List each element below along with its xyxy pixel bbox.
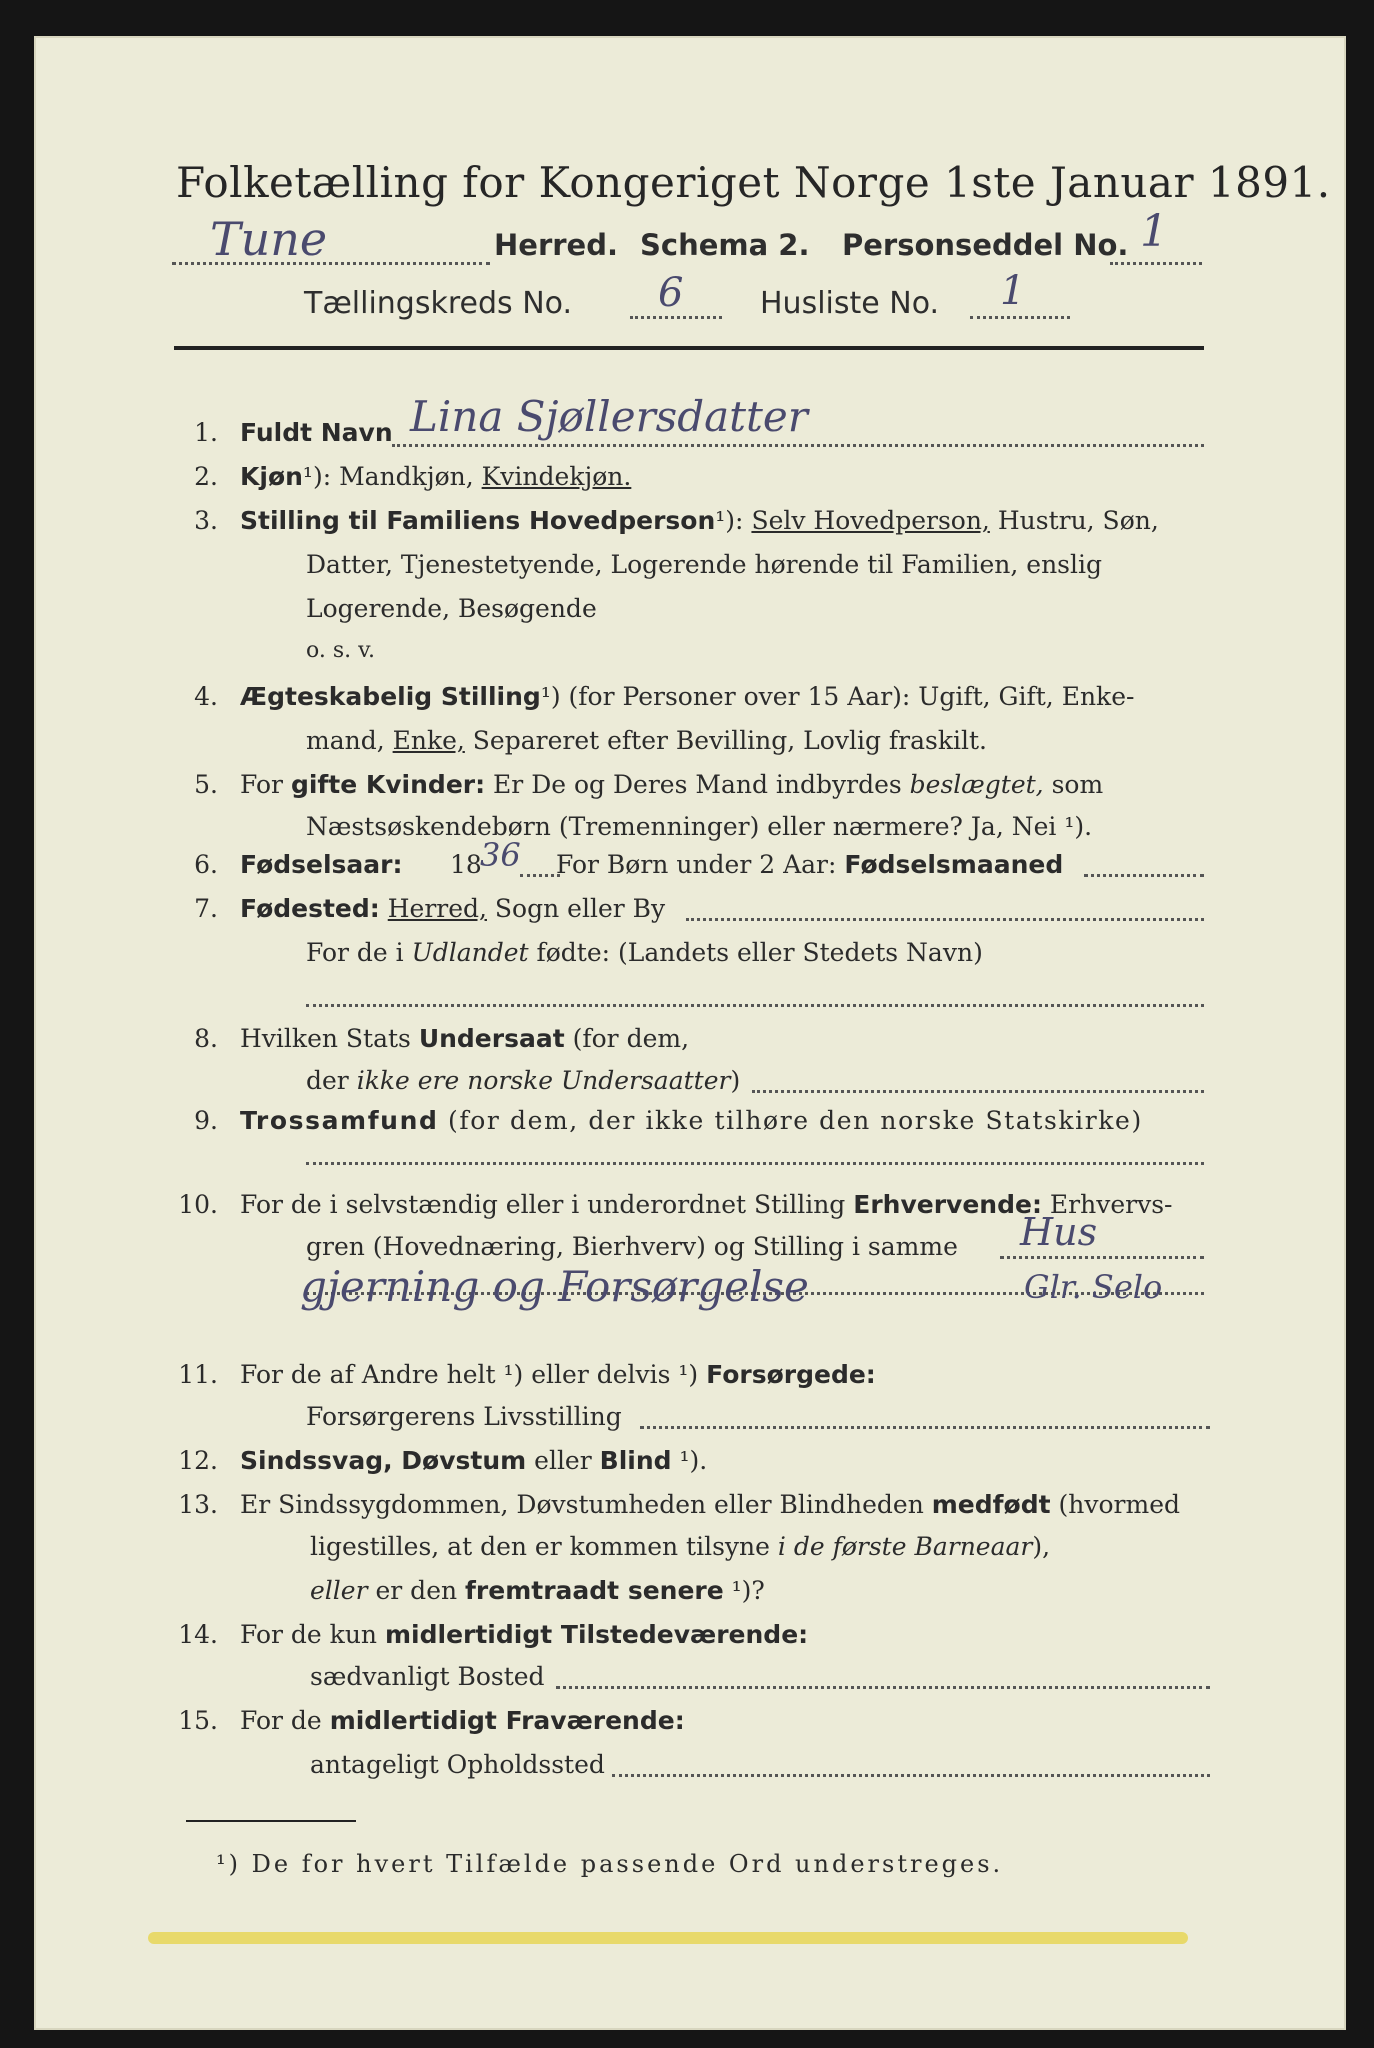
q12-rest: eller [526,1446,600,1475]
q15-line2: antageligt Opholdssted [310,1750,605,1779]
q13-line3-pre: er den [367,1576,466,1605]
q3-line3: Logerende, Besøgende [306,594,597,623]
q10-answer-3: Glr. Selo [1024,1268,1163,1306]
q1-number: 1. [194,418,218,447]
q11-dotted-line [640,1426,1210,1429]
q5-number: 5. [194,770,218,799]
q8-line1 [240,1024,689,1053]
q14-label: midlertidigt Tilstedeværende: [384,1620,809,1649]
q6-label: Fødselsaar: [240,850,403,879]
q2-rest: ¹): Mandkjøn, [302,462,482,491]
herred-handwritten: Tune [210,212,328,266]
q8-pre: Hvilken Stats [240,1024,419,1053]
q12-line1 [240,1446,707,1475]
q12-number: 12. [178,1446,218,1475]
q2-underlined: Kvindekjøn. [481,462,632,491]
q13-line2-pre: ligestilles, at den er kommen tilsyne [310,1532,778,1561]
q5-rest-post: som [1043,770,1104,799]
q8-label: Undersaat [418,1024,565,1053]
q10-rest: Erhvervs- [1041,1190,1173,1219]
personseddel-dotted-line [1110,262,1202,265]
q10-answer-2: gjerning og Forsørgelse [300,1262,809,1311]
q8-line2-post: ) [730,1066,741,1095]
q6-year-dotted-line [520,874,560,877]
q7-dotted-line [686,918,1204,921]
q6-number: 6. [194,850,218,879]
q8-line2-italic: ikke ere norske Undersaatter [356,1066,731,1095]
q5-rest-pre: Er De og Deres Mand indbyrdes [485,770,910,799]
q3-number: 3. [194,506,218,535]
q9-line1 [240,1106,1143,1135]
q2-text [240,462,631,491]
q8-dotted-line [752,1090,1204,1093]
q8-line2-pre: der [306,1066,357,1095]
herred-label: Herred. [494,228,618,262]
q6-dotted-line [1084,874,1204,877]
q9-label: Trossamfund [240,1106,439,1135]
q14-pre: For de kun [240,1620,385,1649]
q7-number: 7. [194,894,218,923]
footnote: ¹) De for hvert Tilfælde passende Ord understreges. [216,1850,1004,1878]
q6-year-handwritten: 36 [480,836,521,874]
header-rule [174,346,1204,350]
q7-line2-post: fødte: (Landets eller Stedets Navn) [528,938,983,967]
q14-line1 [240,1620,808,1649]
q9-dotted-line [306,1162,1204,1165]
q10-dotted-line [1000,1256,1204,1259]
husliste-dotted-line [970,316,1070,319]
q11-label: Forsørgede: [706,1360,876,1389]
q10-answer-1: Hus [1020,1210,1098,1254]
husliste-handwritten: 1 [1000,268,1026,314]
q13-line2-post: ), [1032,1532,1051,1561]
page-title: Folketælling for Kongeriget Norge 1ste Januar 1891. [176,158,1331,207]
q13-number: 13. [178,1490,218,1519]
q4-line2 [306,726,987,755]
kreds-dotted-line [630,316,722,319]
q11-pre: For de af Andre helt ¹) eller delvis ¹) [240,1360,707,1389]
q13-line2-italic: i de første Barneaar [777,1532,1033,1561]
q7-line1 [240,894,665,923]
q5-rest-italic: beslægtet, [909,770,1044,799]
q4-line2-post: Separeret efter Bevilling, Lovlig fraskilt. [464,726,987,755]
q11-line2: Forsørgerens Livsstilling [306,1402,622,1431]
q15-number: 15. [178,1706,218,1735]
kreds-label: Tællingskreds No. [304,286,572,321]
q11-number: 11. [178,1360,218,1389]
q15-line1 [240,1706,685,1735]
q4-rest: ¹) (for Personer over 15 Aar): Ugift, Gift, Enke- [540,682,1135,711]
q4-underlined: Enke, [392,726,465,755]
q7-line2 [306,938,983,967]
q3-underlined: Selv Hovedperson, [751,506,990,535]
q13-line3-post: ¹)? [723,1576,765,1605]
q4-label: Ægteskabelig Stilling [240,682,541,711]
yellow-tape-strip [148,1932,1188,1944]
q3-rest-pre: ¹): [715,506,752,535]
q15-pre: For de [240,1706,330,1735]
q12-label2: Blind [599,1446,672,1475]
q13-label: medfødt [931,1490,1051,1519]
q13-line2 [310,1532,1050,1561]
q4-number: 4. [194,682,218,711]
husliste-label: Husliste No. [760,286,940,321]
q7-line2-pre: For de i [306,938,412,967]
q8-line2 [306,1066,740,1095]
q10-label: Erhvervende: [853,1190,1042,1219]
q12-post: ¹). [671,1446,708,1475]
q6-label2: Fødselsmaaned [844,850,1064,879]
q7-line2-italic: Udlandet [411,938,529,967]
q3-line2: Datter, Tjenestetyende, Logerende hørende til Familien, enslig [306,550,1103,579]
q3-rest-post: Hustru, Søn, [989,506,1159,535]
q9-rest: (for dem, der ikke tilhøre den norske Statskirke) [438,1106,1143,1135]
q1-dotted-line [392,444,1204,447]
q14-number: 14. [178,1620,218,1649]
q12-label: Sindssvag, Døvstum [240,1446,527,1475]
q10-pre: For de i selvstændig eller i underordnet Stilling [240,1190,854,1219]
q14-dotted-line [556,1686,1210,1689]
q7-rest: Sogn eller By [486,894,666,923]
q3-line4: o. s. v. [306,638,375,663]
q7-underlined: Herred, [387,894,487,923]
q4-line1 [240,682,1134,711]
q1-label: Fuldt Navn [240,418,393,447]
q5-label: gifte Kvinder: [290,770,486,799]
q14-line2: sædvanligt Bosted [310,1662,545,1691]
census-form-page [34,36,1346,2030]
q4-line2-pre: mand, [306,726,393,755]
q13-line3-italic: eller [310,1576,368,1605]
q13-rest: (hvormed [1050,1490,1180,1519]
q13-line3 [310,1576,765,1605]
q2-label: Kjøn [240,462,303,491]
q5-line2: Næstsøskendebørn (Tremenninger) eller nærmere? Ja, Nei ¹). [306,812,1093,841]
q1-answer: Lina Sjøllersdatter [410,392,808,441]
q13-line1 [240,1490,1180,1519]
q15-label: midlertidigt Fraværende: [329,1706,685,1735]
q8-number: 8. [194,1024,218,1053]
schema-label: Schema 2. [640,228,810,262]
q7-label: Fødested: [240,894,380,923]
personseddel-label: Personseddel No. [842,228,1129,262]
q5-label-pre: For [240,770,291,799]
q6-rest: For Børn under 2 Aar: [556,850,845,879]
q7-answer-dotted-line [306,1004,1204,1007]
q9-number: 9. [194,1106,218,1135]
q6-year-prefix: 18 [450,850,482,879]
q3-label: Stilling til Familiens Hovedperson [240,506,716,535]
q11-line1 [240,1360,876,1389]
q10-line2: gren (Hovednæring, Bierhverv) og Stilling i samme [306,1232,958,1261]
q8-rest: (for dem, [564,1024,690,1053]
q13-pre: Er Sindssygdommen, Døvstumheden eller Blindheden [240,1490,932,1519]
q6-text [556,850,1063,879]
personseddel-handwritten: 1 [1140,206,1168,257]
q2-number: 2. [194,462,218,491]
q13-line3-bold: fremtraadt senere [465,1576,724,1605]
kreds-handwritten: 6 [658,270,684,316]
q5-line1 [240,770,1103,799]
footnote-rule [186,1820,356,1822]
q10-number: 10. [178,1190,218,1219]
q15-dotted-line [612,1774,1210,1777]
q3-line1 [240,506,1159,535]
